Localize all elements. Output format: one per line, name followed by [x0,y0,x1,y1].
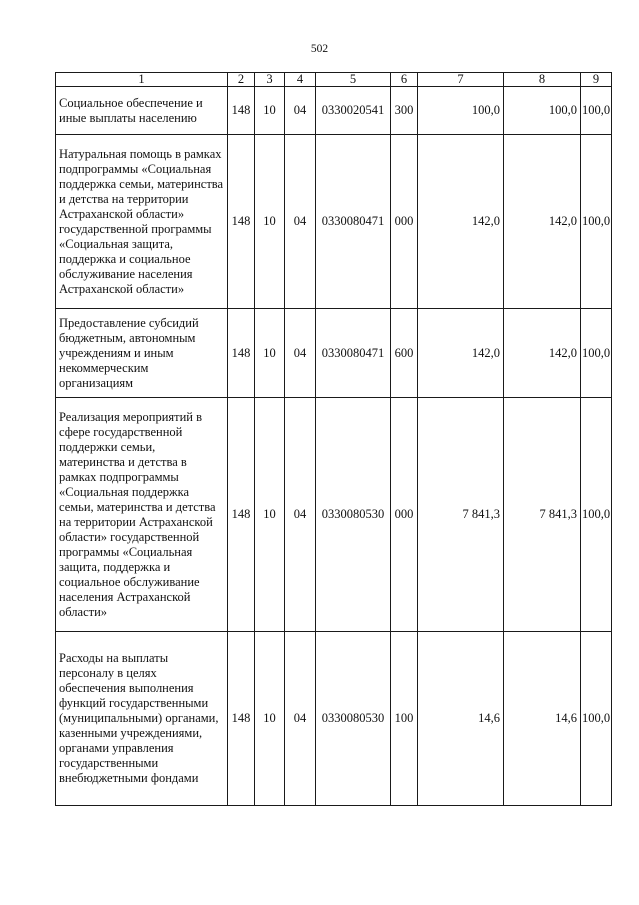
row-col-2: 148 [228,398,255,632]
row-name: Предоставление субсидий бюджетным, автономным учреждениям и иным некоммерческим организациям [56,309,228,398]
row-col-5: 0330080530 [316,632,391,806]
row-col-6: 000 [391,398,418,632]
table-header-row [56,73,612,87]
row-col-5: 0330080530 [316,398,391,632]
header-col-1: 1 [56,73,228,87]
row-col-6: 300 [391,87,418,135]
header-col-6: 6 [391,73,418,87]
row-col-6: 000 [391,135,418,309]
row-col-9: 100,0 [581,87,612,135]
row-col-3: 10 [255,398,285,632]
header-col-9: 9 [581,73,612,87]
row-col-4: 04 [285,632,316,806]
row-col-8: 142,0 [504,135,581,309]
row-col-7: 142,0 [418,135,504,309]
table-row [56,87,612,135]
row-name: Социальное обеспечение и иные выплаты населению [56,87,228,135]
row-col-9: 100,0 [581,309,612,398]
header-col-7: 7 [418,73,504,87]
row-col-4: 04 [285,398,316,632]
header-col-3: 3 [255,73,285,87]
table-row [56,135,612,309]
row-col-7: 7 841,3 [418,398,504,632]
row-col-4: 04 [285,87,316,135]
row-col-4: 04 [285,135,316,309]
table-row [56,398,612,632]
row-col-7: 142,0 [418,309,504,398]
row-col-7: 100,0 [418,87,504,135]
header-col-5: 5 [316,73,391,87]
page-number: 502 [310,43,329,55]
header-col-4: 4 [285,73,316,87]
row-col-3: 10 [255,135,285,309]
table-row [56,309,612,398]
row-col-2: 148 [228,135,255,309]
row-col-6: 600 [391,309,418,398]
row-name: Реализация мероприятий в сфере государственной поддержки семьи, материнства и детства в рамках подпрограммы «Социальная поддержка семьи, материнства и детства на территории Астраханской области» государственной программы «Социальная защита, поддержка и социальное обслуживание населения Астраханской области» [56,398,228,632]
row-col-8: 14,6 [504,632,581,806]
row-col-6: 100 [391,632,418,806]
row-col-3: 10 [255,309,285,398]
header-col-8: 8 [504,73,581,87]
row-col-9: 100,0 [581,632,612,806]
row-col-9: 100,0 [581,135,612,309]
row-col-8: 7 841,3 [504,398,581,632]
row-col-2: 148 [228,309,255,398]
row-col-8: 142,0 [504,309,581,398]
header-col-2: 2 [228,73,255,87]
row-col-3: 10 [255,87,285,135]
table-row [56,632,612,806]
row-col-7: 14,6 [418,632,504,806]
row-name: Расходы на выплаты персоналу в целях обеспечения выполнения функций государственными (муниципальными) органами, казенными учреждениями, органами управления государственными внебюджетными фондами [56,632,228,806]
row-col-9: 100,0 [581,398,612,632]
row-name: Натуральная помощь в рамках подпрограммы «Социальная поддержка семьи, материнства и детства на территории Астраханской области» государственной программы «Социальная защита, поддержка и социальное обслуживание населения Астраханской области» [56,135,228,309]
row-col-4: 04 [285,309,316,398]
row-col-5: 0330020541 [316,87,391,135]
row-col-8: 100,0 [504,87,581,135]
row-col-5: 0330080471 [316,309,391,398]
row-col-3: 10 [255,632,285,806]
row-col-2: 148 [228,632,255,806]
row-col-5: 0330080471 [316,135,391,309]
budget-table [55,72,612,806]
row-col-2: 148 [228,87,255,135]
